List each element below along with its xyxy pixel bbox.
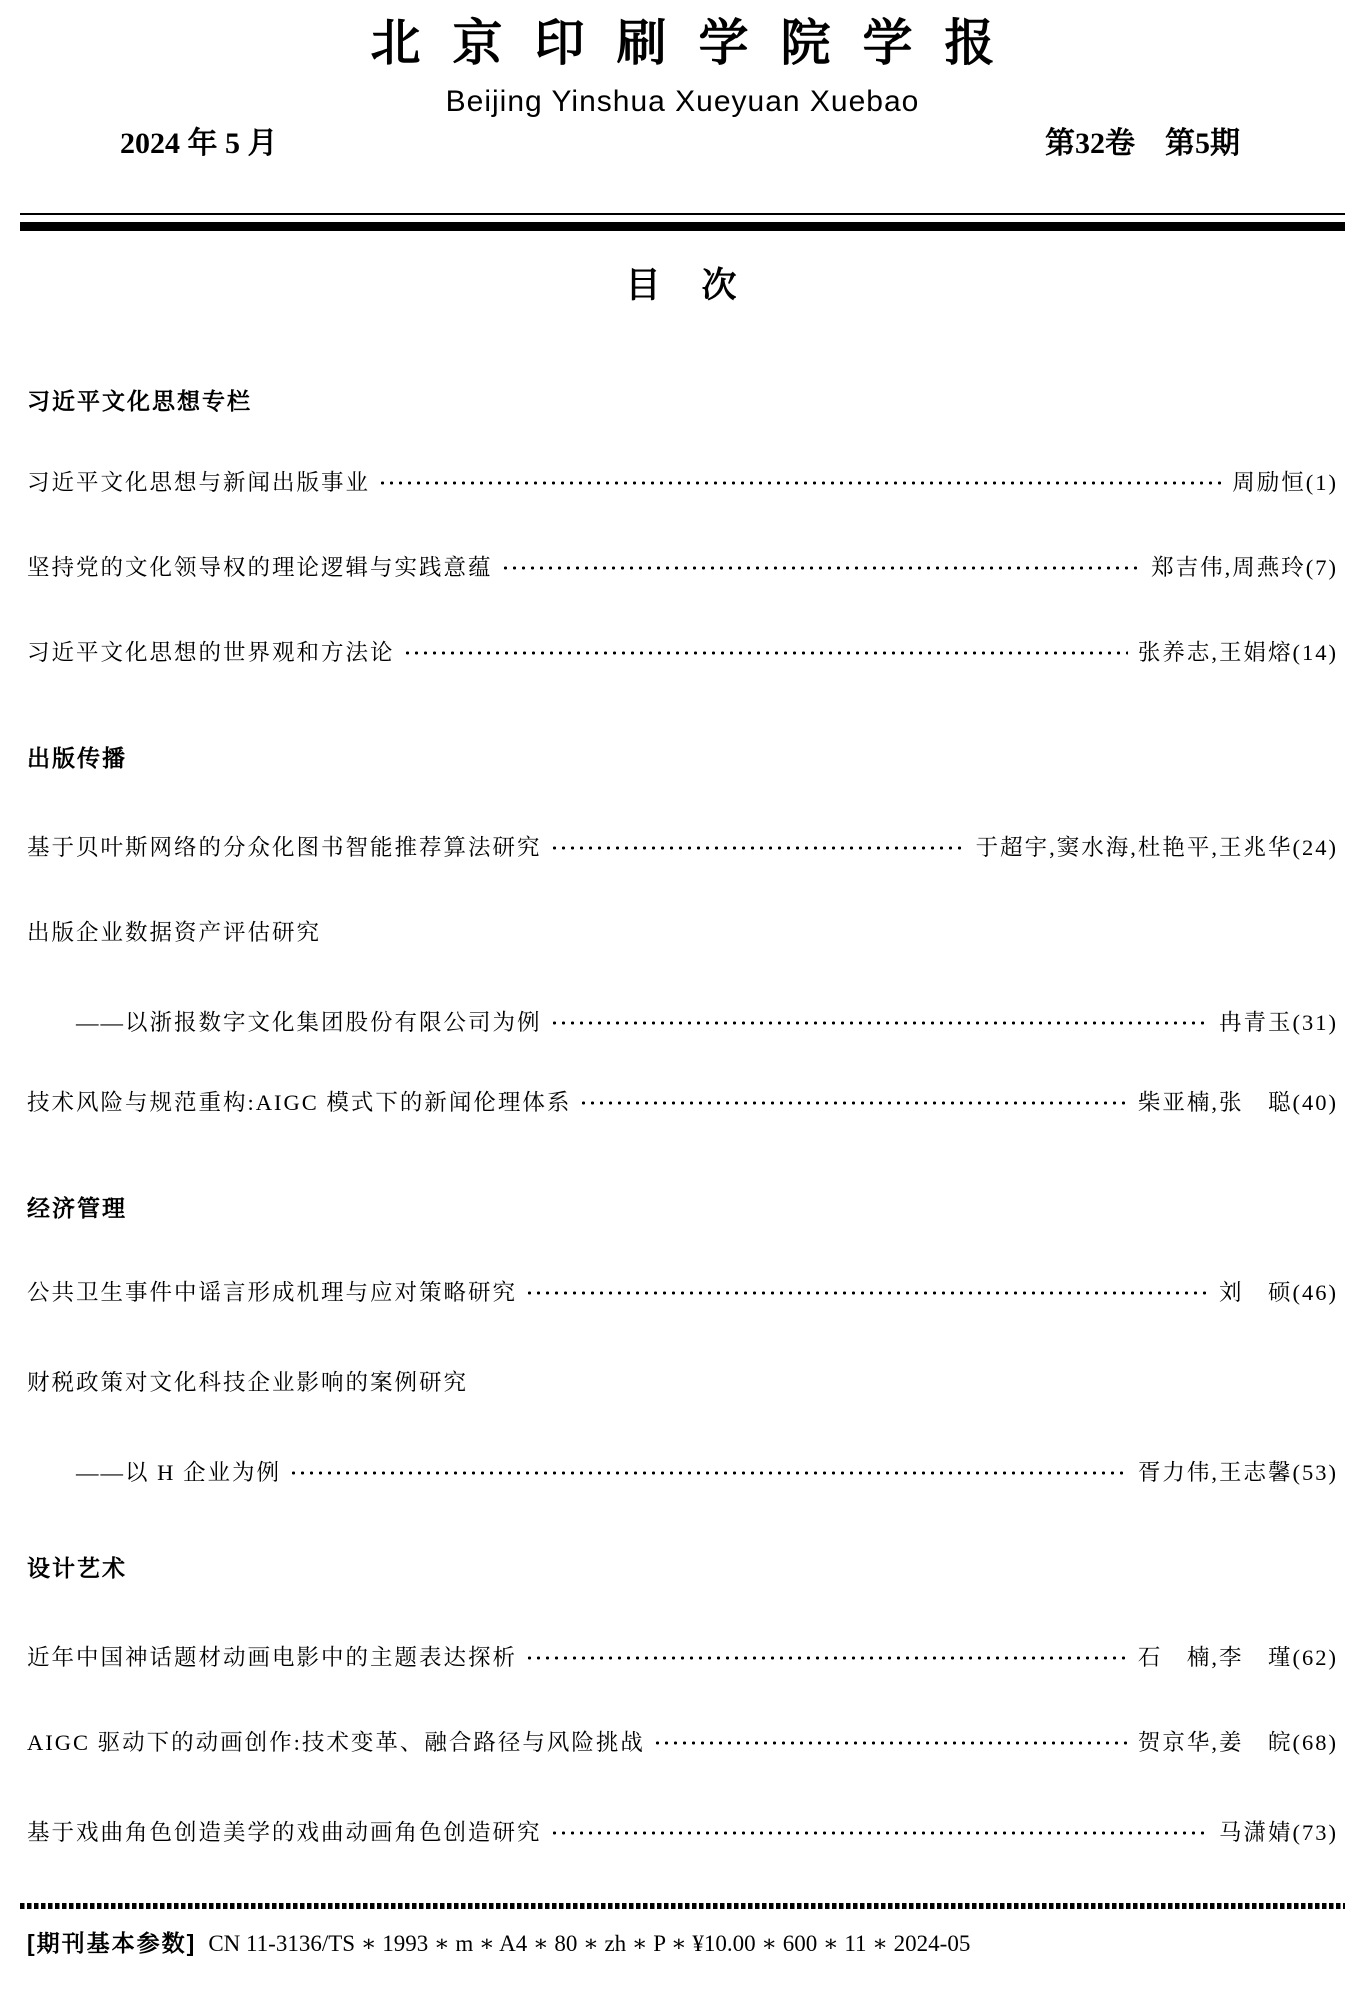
entry-authors: 冉青玉 [1218, 1010, 1293, 1035]
toc-entry[interactable] [27, 1278, 1338, 1308]
dot-leader [501, 556, 1142, 580]
header-rule-thin [20, 213, 1345, 215]
toc-entry[interactable] [27, 1818, 1338, 1848]
entry-authors: 于超宇,窦水海,杜艳平,王兆华 [975, 835, 1293, 860]
journal-title: 北京印刷学院学报 [370, 15, 1027, 71]
entry-authors: 柴亚楠,张 聪 [1137, 1090, 1293, 1115]
entry-title: 出版企业数据资产评估研究 [27, 920, 322, 945]
entry-page-number: (1) [1305, 470, 1338, 495]
section-heading: 习近平文化思想专栏 [27, 388, 252, 414]
entry-page-number: (14) [1292, 640, 1338, 665]
dot-leader [378, 471, 1222, 495]
entry-page-number: (53) [1292, 1460, 1338, 1485]
entry-title: 基于戏曲角色创造美学的戏曲动画角色创造研究 [27, 1820, 542, 1845]
toc-entry[interactable] [27, 553, 1338, 583]
publication-date: 2024 年 5 月 [120, 127, 278, 160]
toc-entry[interactable] [27, 1728, 1338, 1758]
entry-page-number: (31) [1292, 1010, 1338, 1035]
issue-info-row [20, 126, 1345, 162]
toc-entry-title-only[interactable] [27, 918, 1338, 948]
entry-authors: 贺京华,姜 皖 [1137, 1730, 1293, 1755]
entry-title: 基于贝叶斯网络的分众化图书智能推荐算法研究 [27, 835, 542, 860]
toc-entry[interactable] [27, 1643, 1338, 1673]
entry-page-number: (62) [1292, 1645, 1338, 1670]
journal-parameters-text: CN 11-3136/TS ∗ 1993 ∗ m ∗ A4 ∗ 80 ∗ zh ∗ P ∗ ¥10.00 ∗ 600 ∗ 11 ∗ 2024-05 [208, 1931, 971, 1956]
toc-title: 目 次 [625, 266, 740, 305]
header-rule-thick [20, 222, 1345, 231]
entry-authors: 郑吉伟,周燕玲 [1151, 555, 1306, 580]
dot-leader [653, 1731, 1128, 1755]
entry-authors: 石 楠,李 瑾 [1137, 1645, 1293, 1670]
journal-parameters-row [20, 1925, 1345, 1962]
entry-title: 技术风险与规范重构:AIGC 模式下的新闻伦理体系 [27, 1090, 572, 1115]
dot-leader [579, 1091, 1127, 1115]
section-heading: 设计艺术 [27, 1555, 127, 1581]
entry-subtitle: ——以 H 企业为例 [76, 1460, 281, 1485]
journal-subtitle-pinyin: Beijing Yinshua Xueyuan Xuebao [445, 85, 920, 118]
entry-title: 财税政策对文化科技企业影响的案例研究 [27, 1370, 469, 1395]
toc-entry[interactable] [27, 638, 1338, 668]
entry-authors: 马潇婧 [1218, 1820, 1293, 1845]
entry-page-number: (46) [1292, 1280, 1338, 1305]
entry-subtitle: ——以浙报数字文化集团股份有限公司为例 [76, 1010, 542, 1035]
entry-authors: 刘 硕 [1218, 1280, 1293, 1305]
toc-body [20, 386, 1345, 1848]
dot-leader [525, 1281, 1209, 1305]
toc-entry[interactable] [27, 468, 1338, 498]
entry-page-number: (24) [1292, 835, 1338, 860]
entry-title: 公共卫生事件中谣言形成机理与应对策略研究 [27, 1280, 518, 1305]
section-heading: 出版传播 [27, 745, 127, 771]
entry-page-number: (7) [1305, 555, 1338, 580]
entry-title: 坚持党的文化领导权的理论逻辑与实践意蕴 [27, 555, 493, 580]
journal-parameters-label: [期刊基本参数] [27, 1930, 197, 1956]
volume-issue: 第32卷 第5期 [1045, 127, 1240, 160]
entry-authors: 胥力伟,王志馨 [1137, 1460, 1293, 1485]
entry-authors: 周励恒 [1232, 470, 1306, 495]
toc-entry-subtitle[interactable] [27, 1008, 1338, 1038]
entry-authors: 张养志,王娟熔 [1137, 640, 1293, 665]
toc-entry[interactable] [27, 833, 1338, 863]
dot-leader [550, 836, 966, 860]
entry-page-number: (40) [1292, 1090, 1338, 1115]
footer-dashed-rule [20, 1903, 1345, 1909]
toc-entry[interactable] [27, 1088, 1338, 1118]
entry-title: AIGC 驱动下的动画创作:技术变革、融合路径与风险挑战 [27, 1730, 645, 1755]
toc-entry-title-only[interactable] [27, 1368, 1338, 1398]
entry-title: 习近平文化思想与新闻出版事业 [27, 470, 371, 495]
dot-leader [550, 1011, 1209, 1035]
entry-page-number: (73) [1292, 1820, 1338, 1845]
dot-leader [550, 1821, 1209, 1845]
dot-leader [403, 641, 1128, 665]
toc-entry-subtitle[interactable] [27, 1458, 1338, 1488]
entry-title: 近年中国神话题材动画电影中的主题表达探析 [27, 1645, 518, 1670]
dot-leader [525, 1646, 1128, 1670]
entry-title: 习近平文化思想的世界观和方法论 [27, 640, 395, 665]
entry-page-number: (68) [1292, 1730, 1338, 1755]
section-heading: 经济管理 [27, 1195, 127, 1221]
dot-leader [289, 1461, 1128, 1485]
